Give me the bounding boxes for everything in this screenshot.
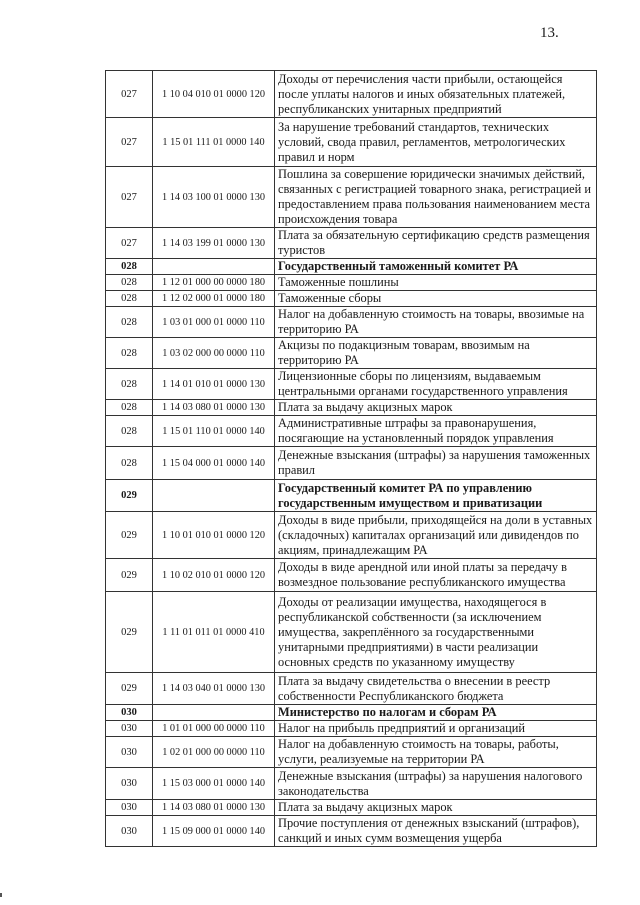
page-number: 13.	[540, 25, 559, 41]
org-cell: 028	[106, 416, 153, 447]
code-cell: 1 14 03 080 01 0000 130	[153, 800, 275, 816]
description-cell: Доходы в виде прибыли, приходящейся на доли в уставных (складочных) капиталах организаций или дивидендов по акциям, принадлежащим РА	[275, 512, 597, 559]
org-cell: 029	[106, 480, 153, 512]
code-cell: 1 14 03 100 01 0000 130	[153, 167, 275, 228]
table-row	[106, 275, 597, 291]
org-cell: 030	[106, 816, 153, 847]
table-row	[106, 673, 597, 705]
org-cell: 028	[106, 307, 153, 338]
description-cell: Административные штрафы за правонарушения, посягающие на установленный порядок управления	[275, 416, 597, 447]
description-cell: Денежные взыскания (штрафы) за нарушения таможенных правил	[275, 447, 597, 480]
description-cell: За нарушение требований стандартов, технических условий, свода правил, регламентов, метрологических правил и норм	[275, 118, 597, 167]
org-cell: 027	[106, 228, 153, 259]
table-row	[106, 816, 597, 847]
table-row	[106, 228, 597, 259]
org-cell: 028	[106, 400, 153, 416]
org-cell: 029	[106, 512, 153, 559]
code-cell: 1 01 01 000 00 0000 110	[153, 721, 275, 737]
org-cell: 030	[106, 705, 153, 721]
org-cell: 028	[106, 275, 153, 291]
description-cell: Налог на прибыль предприятий и организаций	[275, 721, 597, 737]
description-cell: Лицензионные сборы по лицензиям, выдаваемым центральными органами государственного управления	[275, 369, 597, 400]
code-cell: 1 03 02 000 00 0000 110	[153, 338, 275, 369]
table-row	[106, 737, 597, 768]
description-cell: Плата за выдачу свидетельства о внесении в реестр собственности Республиканского бюджета	[275, 673, 597, 705]
table-row	[106, 400, 597, 416]
description-cell: Налог на добавленную стоимость на товары, ввозимые на территорию РА	[275, 307, 597, 338]
scan-mark	[0, 893, 2, 897]
org-cell: 029	[106, 673, 153, 705]
org-cell: 027	[106, 118, 153, 167]
org-cell: 027	[106, 167, 153, 228]
table-row	[106, 71, 597, 118]
table-row	[106, 307, 597, 338]
description-cell: Пошлина за совершение юридически значимых действий, связанных с регистрацией товарного знака, регистрацией и предоставлением права пользования наименованием места происхождения товара	[275, 167, 597, 228]
code-cell: 1 15 01 111 01 0000 140	[153, 118, 275, 167]
table-row	[106, 338, 597, 369]
description-cell: Таможенные сборы	[275, 291, 597, 307]
org-cell: 028	[106, 338, 153, 369]
description-cell: Акцизы по подакцизным товарам, ввозимым на территорию РА	[275, 338, 597, 369]
table-row	[106, 768, 597, 800]
description-cell: Прочие поступления от денежных взысканий (штрафов), санкций и иных сумм возмещения ущерба	[275, 816, 597, 847]
section-header-row	[106, 259, 597, 275]
code-cell: 1 11 01 011 01 0000 410	[153, 592, 275, 673]
org-cell: 030	[106, 800, 153, 816]
code-cell: 1 10 04 010 01 0000 120	[153, 71, 275, 118]
org-cell: 029	[106, 559, 153, 592]
description-cell: Доходы в виде арендной или иной платы за передачу в возмездное пользование республиканского имущества	[275, 559, 597, 592]
org-cell: 030	[106, 737, 153, 768]
org-cell: 028	[106, 259, 153, 275]
code-cell	[153, 480, 275, 512]
code-cell	[153, 705, 275, 721]
org-cell: 028	[106, 447, 153, 480]
section-header-row	[106, 480, 597, 512]
description-cell: Доходы от реализации имущества, находящегося в республиканской собственности (за исключением имущества, закреплённого за государственными унитарными предприятиями) в части реализации основных средств по указанному имуществу	[275, 592, 597, 673]
org-cell: 029	[106, 592, 153, 673]
code-cell: 1 10 01 010 01 0000 120	[153, 512, 275, 559]
description-cell: Плата за выдачу акцизных марок	[275, 800, 597, 816]
code-cell: 1 15 04 000 01 0000 140	[153, 447, 275, 480]
table-body	[106, 71, 597, 847]
org-cell: 030	[106, 721, 153, 737]
code-cell: 1 02 01 000 00 0000 110	[153, 737, 275, 768]
description-cell: Государственный комитет РА по управлению государственным имуществом и приватизации	[275, 480, 597, 512]
code-cell: 1 14 03 199 01 0000 130	[153, 228, 275, 259]
code-cell: 1 15 09 000 01 0000 140	[153, 816, 275, 847]
description-cell: Доходы от перечисления части прибыли, остающейся после уплаты налогов и иных обязательных платежей, республиканских унитарных предприятий	[275, 71, 597, 118]
code-cell: 1 14 03 040 01 0000 130	[153, 673, 275, 705]
org-cell: 028	[106, 369, 153, 400]
description-cell: Налог на добавленную стоимость на товары, работы, услуги, реализуемые на территории РА	[275, 737, 597, 768]
table-row	[106, 592, 597, 673]
code-cell: 1 12 01 000 00 0000 180	[153, 275, 275, 291]
table-row	[106, 369, 597, 400]
code-cell: 1 14 03 080 01 0000 130	[153, 400, 275, 416]
code-cell: 1 15 01 110 01 0000 140	[153, 416, 275, 447]
section-header-row	[106, 705, 597, 721]
description-cell: Государственный таможенный комитет РА	[275, 259, 597, 275]
table-row	[106, 800, 597, 816]
code-cell: 1 12 02 000 01 0000 180	[153, 291, 275, 307]
table-row	[106, 118, 597, 167]
description-cell: Плата за обязательную сертификацию средств размещения туристов	[275, 228, 597, 259]
table-row	[106, 721, 597, 737]
org-cell: 028	[106, 291, 153, 307]
revenue-codes-table	[105, 70, 597, 847]
code-cell: 1 03 01 000 01 0000 110	[153, 307, 275, 338]
code-cell: 1 14 01 010 01 0000 130	[153, 369, 275, 400]
table-row	[106, 559, 597, 592]
table-row	[106, 512, 597, 559]
org-cell: 030	[106, 768, 153, 800]
code-cell	[153, 259, 275, 275]
description-cell: Министерство по налогам и сборам РА	[275, 705, 597, 721]
description-cell: Денежные взыскания (штрафы) за нарушения налогового законодательства	[275, 768, 597, 800]
org-cell: 027	[106, 71, 153, 118]
table-row	[106, 447, 597, 480]
code-cell: 1 10 02 010 01 0000 120	[153, 559, 275, 592]
table-row	[106, 167, 597, 228]
description-cell: Плата за выдачу акцизных марок	[275, 400, 597, 416]
description-cell: Таможенные пошлины	[275, 275, 597, 291]
table-row	[106, 416, 597, 447]
table-row	[106, 291, 597, 307]
code-cell: 1 15 03 000 01 0000 140	[153, 768, 275, 800]
